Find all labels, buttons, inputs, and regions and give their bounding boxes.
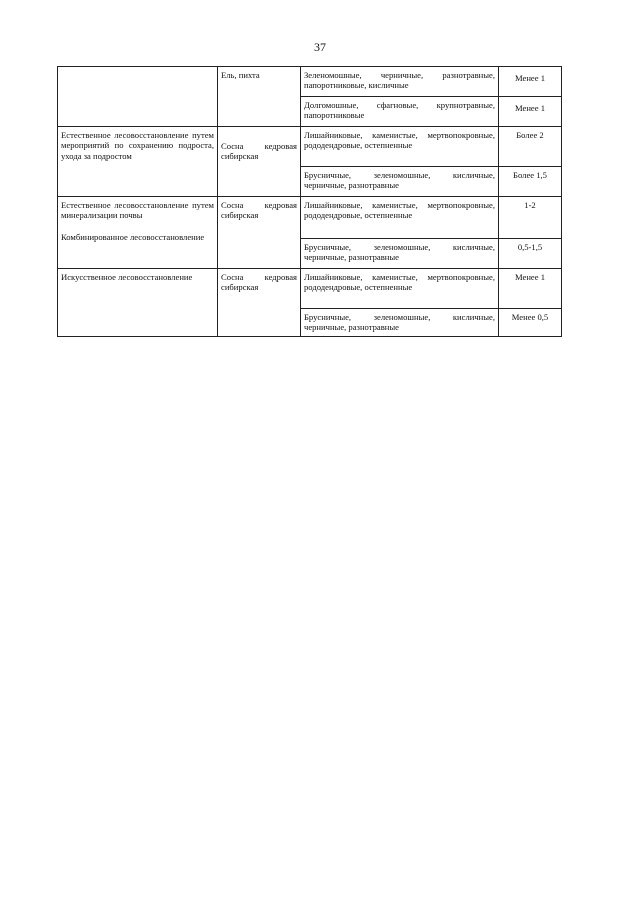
method-text: Искусственное лесовосстановление [61, 272, 193, 282]
table-row [58, 67, 562, 97]
species-cell: Сосна кедровая сибирская [218, 197, 301, 269]
years-cell: Менее 0,5 [499, 309, 562, 337]
method-text-secondary: Комбинированное лесовосстановление [61, 231, 205, 242]
method-cell [58, 197, 218, 269]
years-cell: Более 2 [499, 127, 562, 167]
method-cell [58, 67, 218, 127]
method-cell [58, 127, 218, 197]
species-cell: Сосна кедровая сибирская [218, 269, 301, 337]
forest-type-cell: Зеленомошные, черничные, разнотравные, папоротниковые, кисличные [301, 67, 499, 97]
table-row [58, 269, 562, 309]
method-cell [58, 269, 218, 337]
species-cell: Сосна кедровая сибирская [218, 127, 301, 197]
method-text: Естественное лесовосстановление путем мероприятий по сохранению подроста, ухода за подростом [61, 130, 214, 161]
forest-type-cell: Долгомошные, сфагновые, крупнотравные, папоротниковые [301, 97, 499, 127]
forest-type-cell: Лишайниковые, каменистые, мертвопокровные, рододендровые, остепненные [301, 197, 499, 239]
table-row [58, 197, 562, 239]
table-row [58, 127, 562, 167]
page-number: 37 [314, 40, 326, 54]
forest-type-cell: Брусничные, зеленомошные, кисличные, черничные, разнотравные [301, 239, 499, 269]
years-cell: Менее 1 [499, 97, 562, 127]
forest-type-cell: Лишайниковые, каменистые, мертвопокровные, рододендровые, остепненные [301, 127, 499, 167]
method-text: Естественное лесовосстановление путем минерализации почвы [61, 200, 214, 221]
years-cell: Более 1,5 [499, 167, 562, 197]
forest-type-cell: Лишайниковые, каменистые, мертвопокровные, рододендровые, остепненные [301, 269, 499, 309]
years-cell: 1-2 [499, 197, 562, 239]
forest-type-cell: Брусничные, зеленомошные, кисличные, черничные, разнотравные [301, 167, 499, 197]
years-cell: 0,5-1,5 [499, 239, 562, 269]
reforestation-table [57, 66, 562, 337]
species-cell: Ель, пихта [218, 67, 301, 127]
years-cell: Менее 1 [499, 67, 562, 97]
years-cell: Менее 1 [499, 269, 562, 309]
forest-type-cell: Брусничные, зеленомошные, кисличные, черничные, разнотравные [301, 309, 499, 337]
